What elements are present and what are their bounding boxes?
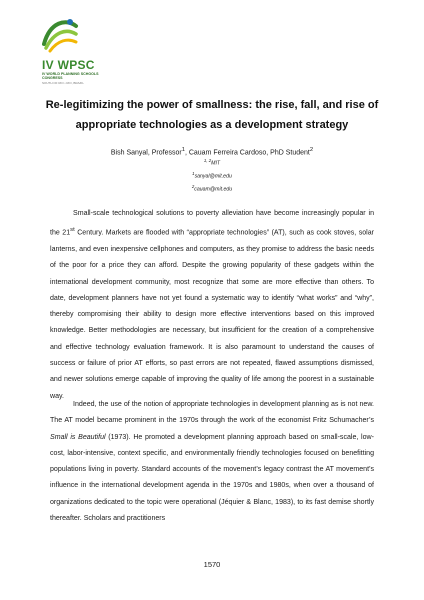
institution-marks: 1, 2: [203, 158, 212, 163]
author-1: Bish Sanyal, Professor: [110, 149, 182, 157]
author-1-mark: 1: [181, 147, 185, 153]
institution-name: MIT: [211, 160, 221, 167]
email-1: sanyal@mit.edu: [194, 173, 232, 180]
paragraph-2-text-continued: (1973). He promoted a development planning approach based on small-scale, low-cost, labor-intensive, context specific, and environmentally friendly technologies focused on benefitting populations living in poverty. Standard accounts of the movement’s legacy contrast the AT movement’s influence in the international development agenda in the 1970s and 1980s, when over a thousand of organizations dedicated to the topic were operational (Jéquier & Blanc, 1983), to its fast demise shortly thereafter. Scholars and practitioners: [50, 433, 374, 523]
affiliation-email-1: [40, 170, 384, 181]
paragraph-2-text: Indeed, the use of the notion of appropriate technologies in development planning as is not new. The AT model became prominent in the 1970s through the work of the economist Fritz Schumacher’s: [50, 401, 374, 425]
wpsc-globe-icon: [40, 14, 80, 54]
affiliation-institution: [40, 157, 384, 168]
email-2: cauam@mit.edu: [194, 186, 233, 193]
author-separator: ,: [184, 149, 189, 157]
congress-logo: [40, 14, 130, 86]
body-paragraph: [50, 206, 374, 405]
paper-title: Re-legitimizing the power of smallness: the rise, fall, and rise of appropriate technologies as a development strategy: [45, 99, 379, 131]
body-paragraph: [50, 397, 374, 527]
logo-tagline: SOUTH OF RIO • RIO, BRAZIL: [42, 81, 84, 85]
paragraph-1-text: Small-scale technological solutions to poverty alleviation have become increasingly popular in the 21: [50, 210, 374, 237]
author-2-mark: 2: [309, 147, 314, 153]
paragraph-1-text-continued: Century. Markets are flooded with “appropriate technologies” (AT), such as cook stoves, solar lanterns, and even inexpensive cellphones and computers, as they promise to address the basic needs of the poor for a price they can afford. Despite the growing popularity of these gadgets within the international development community, most recognize that some are more effective than others. To date, development planners have not yet found a systematic way to identify “what works” and “why”, thereby compromising their ability to design more effective interventions based on this improved knowledge. Better methodologies are necessary, but insufficient for the creation of a comprehensive and effective technology evaluation framework. It is also paramount to understand the causes of success or failure of prior AT efforts, so past errors are not repeated, flawed assumptions dismissed, and newer solutions emerge capable of improving the quality of life among the poorest in a sustainable way.: [50, 229, 374, 400]
author-2: Cauam Ferreira Cardoso, PhD Student: [188, 149, 310, 157]
email-2-mark: 2: [191, 184, 195, 189]
email-1-mark: 1: [192, 171, 195, 176]
page-number: 1570: [203, 560, 221, 569]
ordinal-suffix: st: [70, 227, 75, 234]
logo-title: IV WPSC: [42, 58, 95, 72]
affiliation-email-2: [40, 183, 384, 194]
logo-subtitle: IV WORLD PLANNING SCHOOLS CONGRESS: [42, 72, 99, 81]
book-title: Small is Beautiful: [50, 433, 106, 441]
